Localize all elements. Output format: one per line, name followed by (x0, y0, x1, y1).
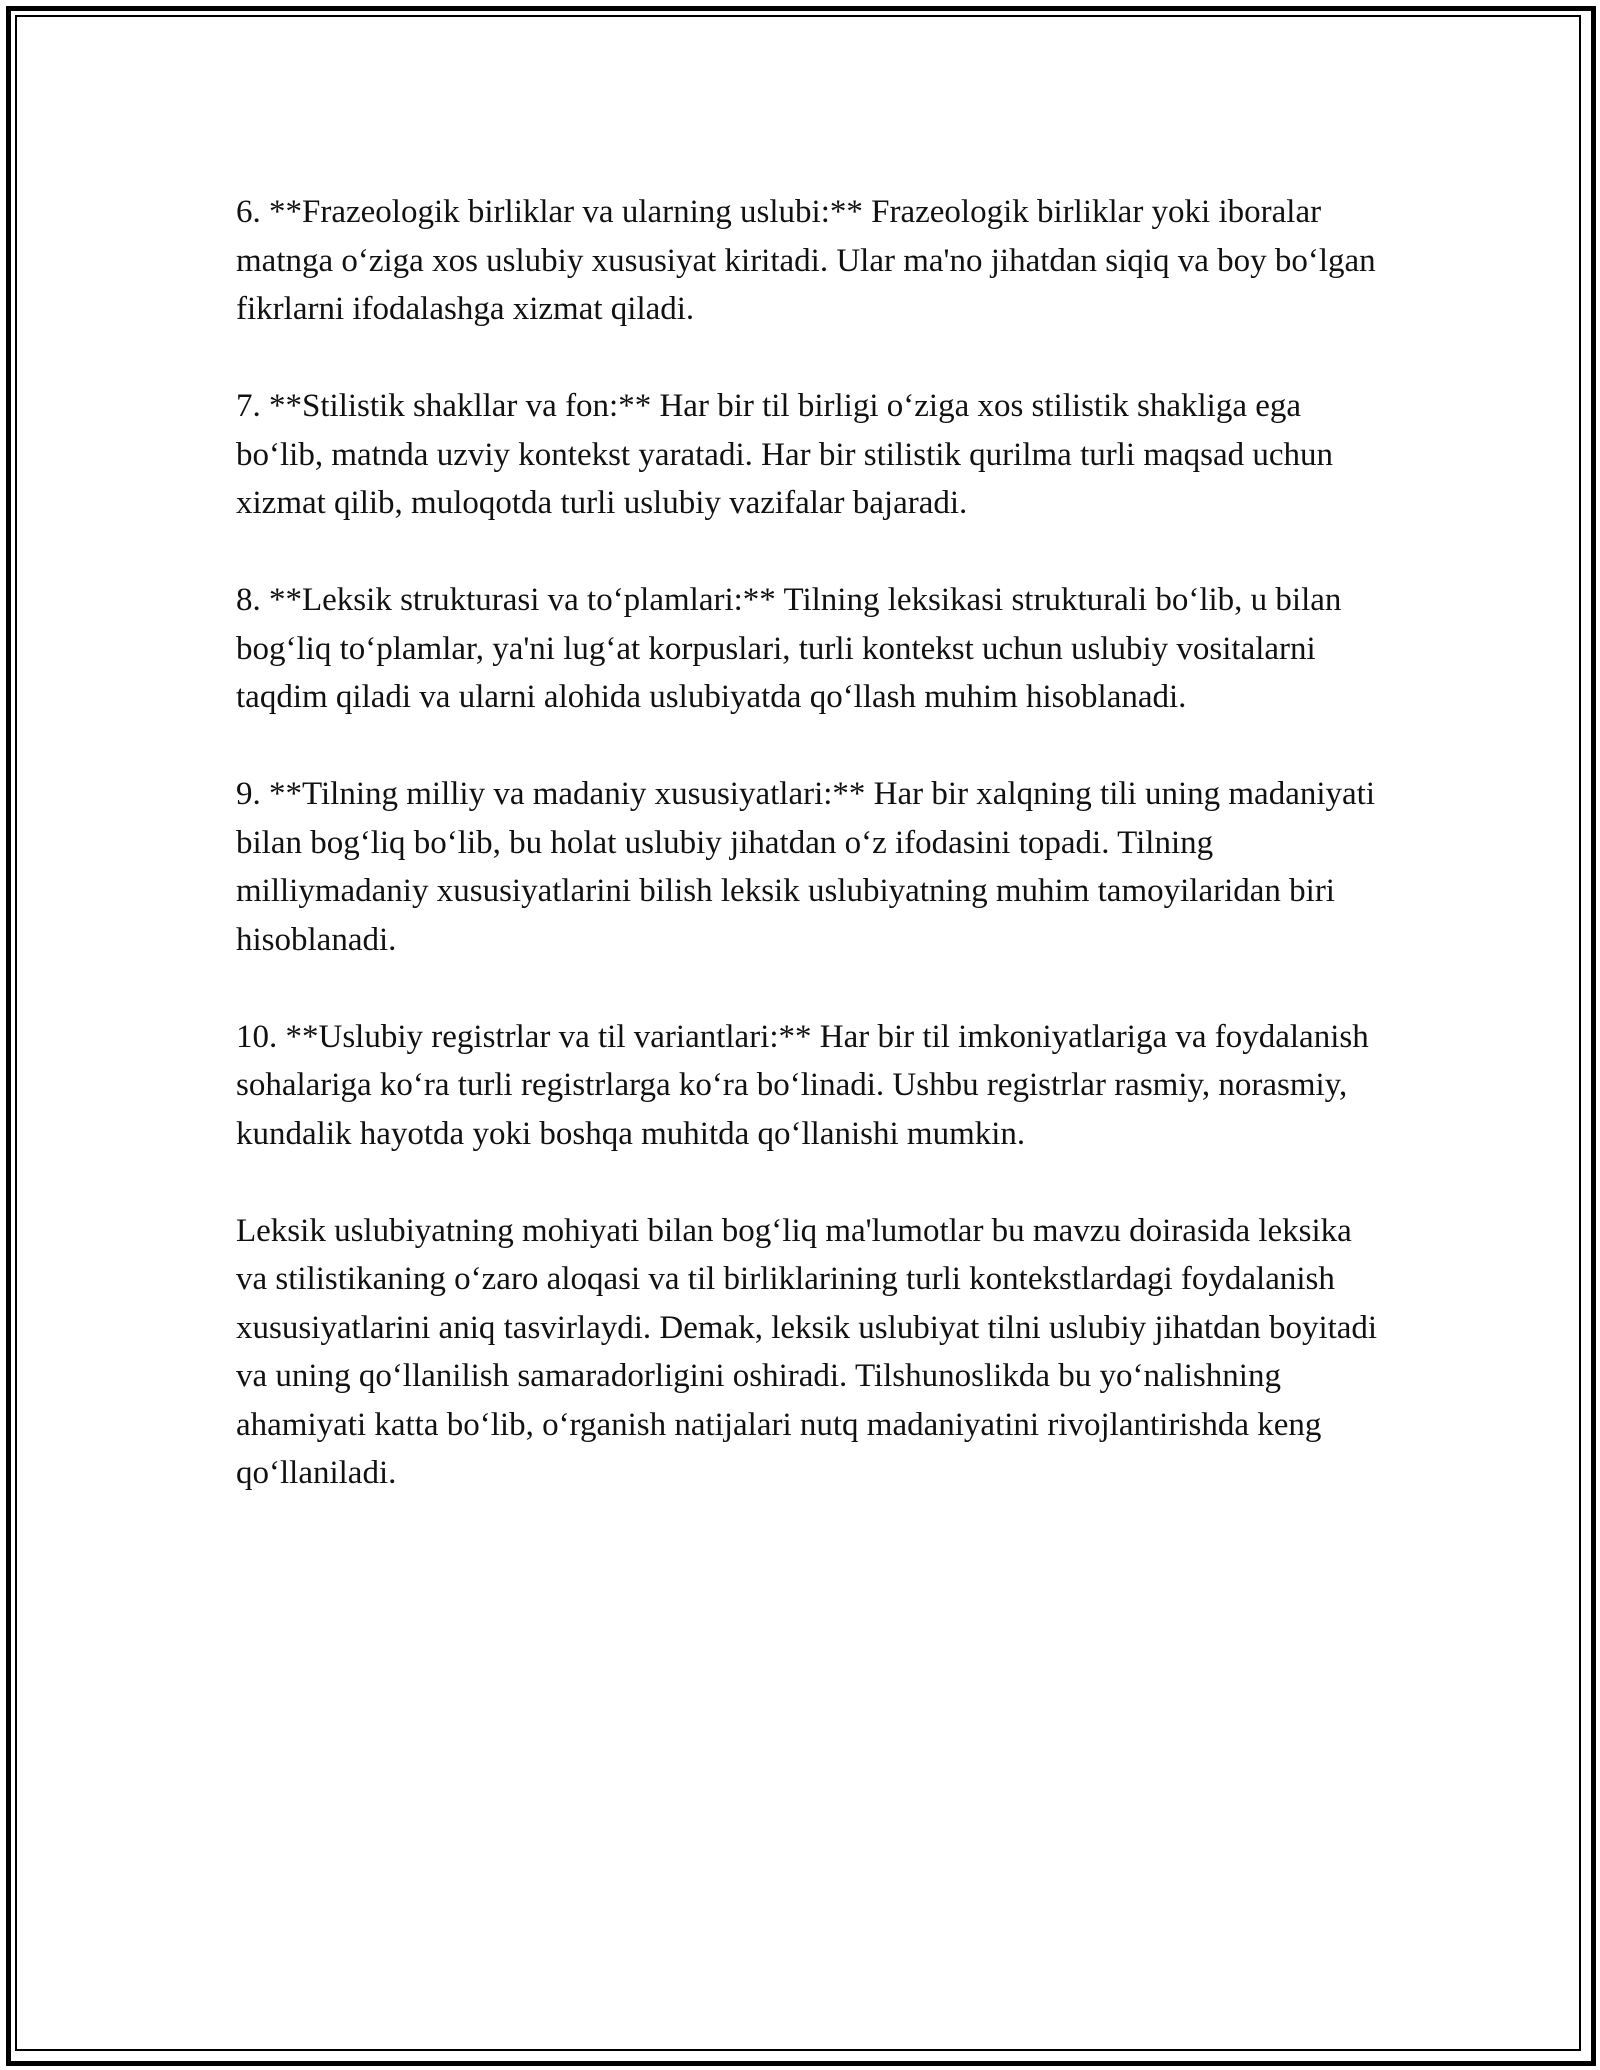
paragraph-item-7: 7. **Stilistik shakllar va fon:** Har bir til birligi o‘ziga xos stilistik shakliga ega bo‘lib, matnda uzviy kontekst yaratadi. Har bir stilistik qurilma turli maqsad uchun xizmat qilib, muloqotda turli uslubiy vazifalar bajaradi. (236, 388, 1334, 521)
paragraph-item-9: 9. **Tilning milliy va madaniy xususiyatlari:** Har bir xalqning tili uning madaniyati bilan bog‘liq bo‘lib, bu holat uslubiy jihatdan o‘z ifodasini topadi. Tilning milliymadaniy xususiyatlarini bilish leksik uslubiyatning muhim tamoyilaridan biri hisoblanadi. (236, 776, 1375, 958)
paragraph-item-6: 6. **Frazeologik birliklar va ularning uslubi:** Frazeologik birliklar yoki iboralar matnga o‘ziga xos uslubiy xususiyat kiritadi. Ular ma'no jihatdan siqiq va boy bo‘lgan fikrlarni ifodalashga xizmat qiladi. (236, 194, 1376, 327)
paragraph-item-10: 10. **Uslubiy registrlar va til variantlari:** Har bir til imkoniyatlariga va foydalanish sohalariga ko‘ra turli registrlarga ko‘ra bo‘linadi. Ushbu registrlar rasmiy, norasmiy, kundalik hayotda yoki boshqa muhitda qo‘llanishi mumkin. (236, 1018, 1369, 1152)
summary-paragraph: Leksik uslubiyatning mohiyati bilan bog‘liq ma'lumotlar bu mavzu doirasida leksika va stilistikaning o‘zaro aloqasi va til birliklarining turli kontekstlardagi foydalanish xususiyatlarini aniq tasvirlaydi. Demak, leksik uslubiyat tilni uslubiy jihatdan boyitadi va uning qo‘llanilish samaradorligini oshiradi. Tilshunoslikda bu yo‘nalishning ahamiyati katta bo‘lib, o‘rganish natijalari nutq madaniyatini rivojlantirishda keng qo‘llaniladi. (236, 1212, 1378, 1491)
paragraph-item-8: 8. **Leksik strukturasi va to‘plamlari:** Tilning leksikasi strukturali bo‘lib, u bilan bog‘liq to‘plamlar, ya'ni lug‘at korpuslari, turli kontekst uchun uslubiy vositalarni taqdim qiladi va ularni alohida uslubiyatda qo‘llash muhim hisoblanadi. (236, 582, 1342, 715)
document-body (236, 188, 1386, 1546)
